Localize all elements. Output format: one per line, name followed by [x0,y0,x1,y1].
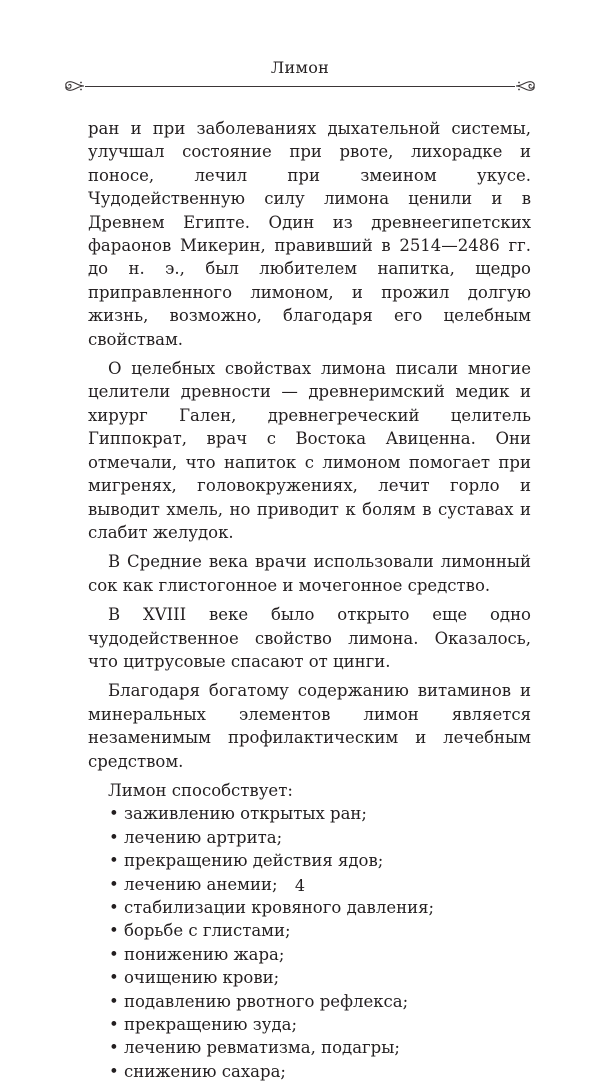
flourish-ornament-left-icon [62,74,86,98]
list-item [88,802,531,825]
list-item [88,990,531,1013]
body-paragraph: О целебных свойствах лимона писали многие целители древности — древнеримский медик и хирург Гален, древнегреческий целитель Гиппократ, врач с Востока Авиценна. Они отмечали, что напиток с лимоном помогает при мигренях, головокружениях, лечит горло и выводит хмель, но приводит к болям в суставах и слабит желудок. [88,359,531,542]
list-item [88,919,531,942]
list-item [88,1013,531,1036]
list-intro: Лимон способствует: [108,780,293,800]
list-item-text: стабилизации кровяного давления; [124,898,435,917]
list-item-text: снижению сахара; [124,1061,286,1081]
body-paragraph: В XVIII веке было открыто еще одно чудодейственное свойство лимона. Оказалось, что цитрусовые спасают от цинги. [88,605,531,671]
bullet-icon: • [109,944,119,964]
bullet-icon: • [109,1015,119,1035]
list-item-text: прекращению зуда; [124,1015,298,1035]
bullet-icon: • [109,1038,119,1058]
list-item [88,849,531,872]
bullet-icon: • [109,898,119,917]
list-item [88,1036,531,1059]
list-item [88,966,531,989]
bullet-icon: • [109,968,119,988]
bullet-icon: • [109,804,119,824]
benefits-list [88,802,531,1083]
bullet-icon: • [109,991,119,1011]
body-paragraph: Благодаря богатому содержанию витаминов и минеральных элементов лимон является незаменимым профилактическим и лечебным средством. [88,681,531,771]
list-item [88,1060,531,1083]
bullet-icon: • [109,1061,119,1081]
list-item-text: понижению жара; [124,944,285,964]
page-number: 4 [294,876,306,895]
list-item [88,896,531,919]
bullet-icon: • [109,827,119,847]
list-item-text: очищению крови; [124,968,280,988]
header-rule [85,86,515,87]
body-paragraph: ран и при заболеваниях дыхательной системы, улучшал состояние при рвоте, лихорадке и поносе, лечил при змеином укусе. Чудодейственную силу лимона ценили и в Древнем Египте. Один из древнеегипетских фараонов Микерин, правивший в 2514—2486 гг. до н. э., был любителем напитка, щедро приправленного лимоном, и прожил долгую жизнь, возможно, благодаря его целебным свойствам. [88,119,531,349]
list-item-text: подавлению рвотного рефлекса; [124,991,409,1011]
list-item-text: прекращению действия ядов; [124,851,384,871]
body-paragraph: В Средние века врачи использовали лимонный сок как глистогонное и мочегонное средство. [88,552,531,595]
list-item-text: заживлению открытых ран; [124,804,367,824]
list-item-text: лечению анемии; [124,874,278,894]
list-item-text: лечению ревматизма, подагры; [124,1038,400,1058]
list-item [88,826,531,849]
bullet-icon: • [109,921,119,941]
page-body [88,117,531,1083]
list-item-text: борьбе с глистами; [124,921,291,941]
flourish-ornament-right-icon [514,74,538,98]
list-item [88,943,531,966]
list-item-text: лечению артрита; [124,827,283,847]
bullet-icon: • [109,851,119,871]
bullet-icon: • [109,874,119,894]
running-header: Лимон [270,58,330,77]
